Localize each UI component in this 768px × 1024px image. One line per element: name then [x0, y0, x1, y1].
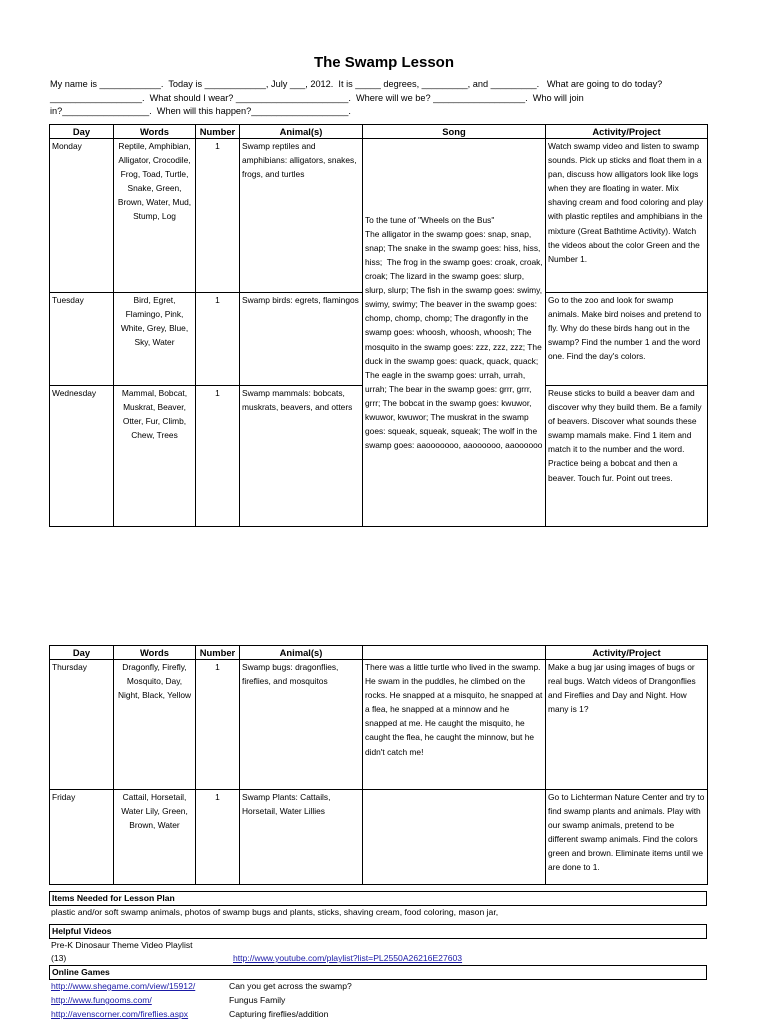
page-title: The Swamp Lesson — [313, 54, 455, 71]
header-words: Words — [114, 125, 196, 139]
playlist-row — [49, 952, 707, 965]
number-cell: 1 — [196, 386, 240, 527]
header-day: Day — [50, 125, 114, 139]
header-animals: Animal(s) — [240, 646, 363, 660]
day-cell: Friday — [50, 790, 114, 885]
table-row-friday — [50, 790, 708, 885]
table-header-row — [50, 125, 708, 139]
header-day: Day — [50, 646, 114, 660]
words-cell: Cattail, Horsetail, Water Lily, Green, Brown, Water — [114, 790, 196, 885]
playlist-link[interactable]: http://www.youtube.com/playlist?list=PL2550A26216E27603 — [233, 953, 463, 963]
games-heading: Online Games — [49, 965, 707, 980]
header-words: Words — [114, 646, 196, 660]
playlist-count: (13) — [51, 953, 67, 963]
song-cell — [363, 790, 546, 885]
day-cell: Tuesday — [50, 293, 114, 386]
videos-heading: Helpful Videos — [49, 924, 707, 939]
animals-cell: Swamp reptiles and amphibians: alligators, snakes, frogs, and turtles — [240, 139, 363, 293]
animals-cell: Swamp bugs: dragonflies, fireflies, and mosquitos — [240, 660, 363, 790]
header-animals: Animal(s) — [240, 125, 363, 139]
header-song-blank — [363, 646, 546, 660]
activity-cell: Reuse sticks to build a beaver dam and discover why they build them. Be a family of beavers. Discover what sounds these swamp mamals make. Find 1 item and match it to the number and the word. Practice being a bobcat and then a beaver. Touch fur. Point out trees. — [546, 386, 708, 527]
number-cell: 1 — [196, 790, 240, 885]
activity-cell: Go to Lichterman Nature Center and try to find swamp plants and animals. Play with our swamp animals, pretend to be different swamp animals. Find the colors green and brown. Eliminate items until we are done to 1. — [546, 790, 708, 885]
items-heading: Items Needed for Lesson Plan — [49, 891, 707, 906]
game-description: Capturing fireflies/addition — [229, 1009, 329, 1019]
song-cell: To the tune of "Wheels on the Bus" The alligator in the swamp goes: snap, snap, snap; The snake in the swamp goes: hiss, hiss, hiss; The frog in the swamp goes: croak, croak, croak; The lizard in the swamp goes: slurp, slurp, slurp; The fish in the swamp goes: swimy, swimy, swimy; The beaver in the swamp goes: chomp, chomp, chomp; The dragonfly in the swamp goes: whoosh, whoosh, whoosh; The mosquito in the swamp goes: zzz, zzz, zzz; The duck in the swamp goes: quack, quack, quack; The eagle in the swamp goes: urrah, urrah, urrah; The bear in the swamp goes: grrr, grrr, grrr; The bobcat in the swamp goes: kwuwor, kwuwor, kwuwor; The muskrat in the swamp goes: squeak, squeak, squeak; The wolf in the swamp goes: aaooooooo, aaoooooo, aaoooooo — [363, 139, 546, 527]
header-song: Song — [363, 125, 546, 139]
game-link[interactable]: http://avenscorner.com/fireflies.aspx — [51, 1009, 189, 1019]
animals-cell: Swamp mammals: bobcats, muskrats, beavers, and otters — [240, 386, 363, 527]
lesson-table-week — [49, 124, 708, 527]
game-link[interactable]: http://www.shegame.com/view/15912/ — [51, 981, 196, 991]
game-row — [49, 1008, 707, 1022]
game-link[interactable]: http://www.fungooms.com/ — [51, 995, 152, 1005]
playlist-title: Pre-K Dinosaur Theme Video Playlist — [51, 940, 193, 950]
header-activity: Activity/Project — [546, 646, 708, 660]
number-cell: 1 — [196, 293, 240, 386]
resources-section — [49, 891, 707, 1022]
number-cell: 1 — [196, 139, 240, 293]
words-cell: Reptile, Amphibian, Alligator, Crocodile, Frog, Toad, Turtle, Snake, Green, Brown, Water, Mud, Stump, Log — [114, 139, 196, 293]
activity-cell: Watch swamp video and listen to swamp sounds. Pick up sticks and float them in a pan, discuss how alligators look like logs when they are floating in water. Mix shaving cream and food coloring and play with plastic reptiles and amphibians in the mixture (Great Bathtime Activity). Watch the videos about the color Green and the Number 1. — [546, 139, 708, 293]
game-description: Can you get across the swamp? — [229, 981, 352, 991]
day-cell: Monday — [50, 139, 114, 293]
header-number: Number — [196, 125, 240, 139]
table-row-monday — [50, 139, 708, 293]
words-cell: Mammal, Bobcat, Muskrat, Beaver, Otter, Fur, Climb, Chew, Trees — [114, 386, 196, 527]
game-row — [49, 994, 707, 1008]
activity-cell: Make a bug jar using images of bugs or real bugs. Watch videos of Drangonflies and Fireflies and Day and Night. How many is 1? — [546, 660, 708, 790]
activity-cell: Go to the zoo and look for swamp animals. Make bird noises and pretend to fly. Why do these birds hang out in the swamp? Find the number 1 and the word one. Find the day's colors. — [546, 293, 708, 386]
table-header-row — [50, 646, 708, 660]
game-row — [49, 980, 707, 994]
words-cell: Dragonfly, Firefly, Mosquito, Day, Night, Black, Yellow — [114, 660, 196, 790]
intro-fill-in-text: My name is ____________. Today is ____________, July ___, 2012. It is _____ degrees, _________, and _________. What are going to do today? __________________. What should I wear? ______________________. Where will we be? __________________. Who will join in?_________________. When will this happen?___________________. — [50, 79, 663, 116]
day-cell: Thursday — [50, 660, 114, 790]
items-text: plastic and/or soft swamp animals, photos of swamp bugs and plants, sticks, shaving cream, food coloring, mason jar, — [51, 907, 499, 917]
header-number: Number — [196, 646, 240, 660]
words-cell: Bird, Egret, Flamingo, Pink, White, Grey, Blue, Sky, Water — [114, 293, 196, 386]
number-cell: 1 — [196, 660, 240, 790]
animals-cell: Swamp birds: egrets, flamingos — [240, 293, 363, 386]
game-description: Fungus Family — [229, 995, 286, 1005]
lesson-table-week-continued — [49, 645, 708, 885]
song-cell: There was a little turtle who lived in the swamp. He swam in the puddles, he climbed on the rocks. He snapped at a misquito, he snapped at a flea, he snapped at a minnow and he snapped at me. He caught the misquito, he caught the flea, he caught the minnow, but he didn't catch me! — [363, 660, 546, 790]
animals-cell: Swamp Plants: Cattails, Horsetail, Water Lillies — [240, 790, 363, 885]
header-activity: Activity/Project — [546, 125, 708, 139]
day-cell: Wednesday — [50, 386, 114, 527]
table-row-thursday — [50, 660, 708, 790]
